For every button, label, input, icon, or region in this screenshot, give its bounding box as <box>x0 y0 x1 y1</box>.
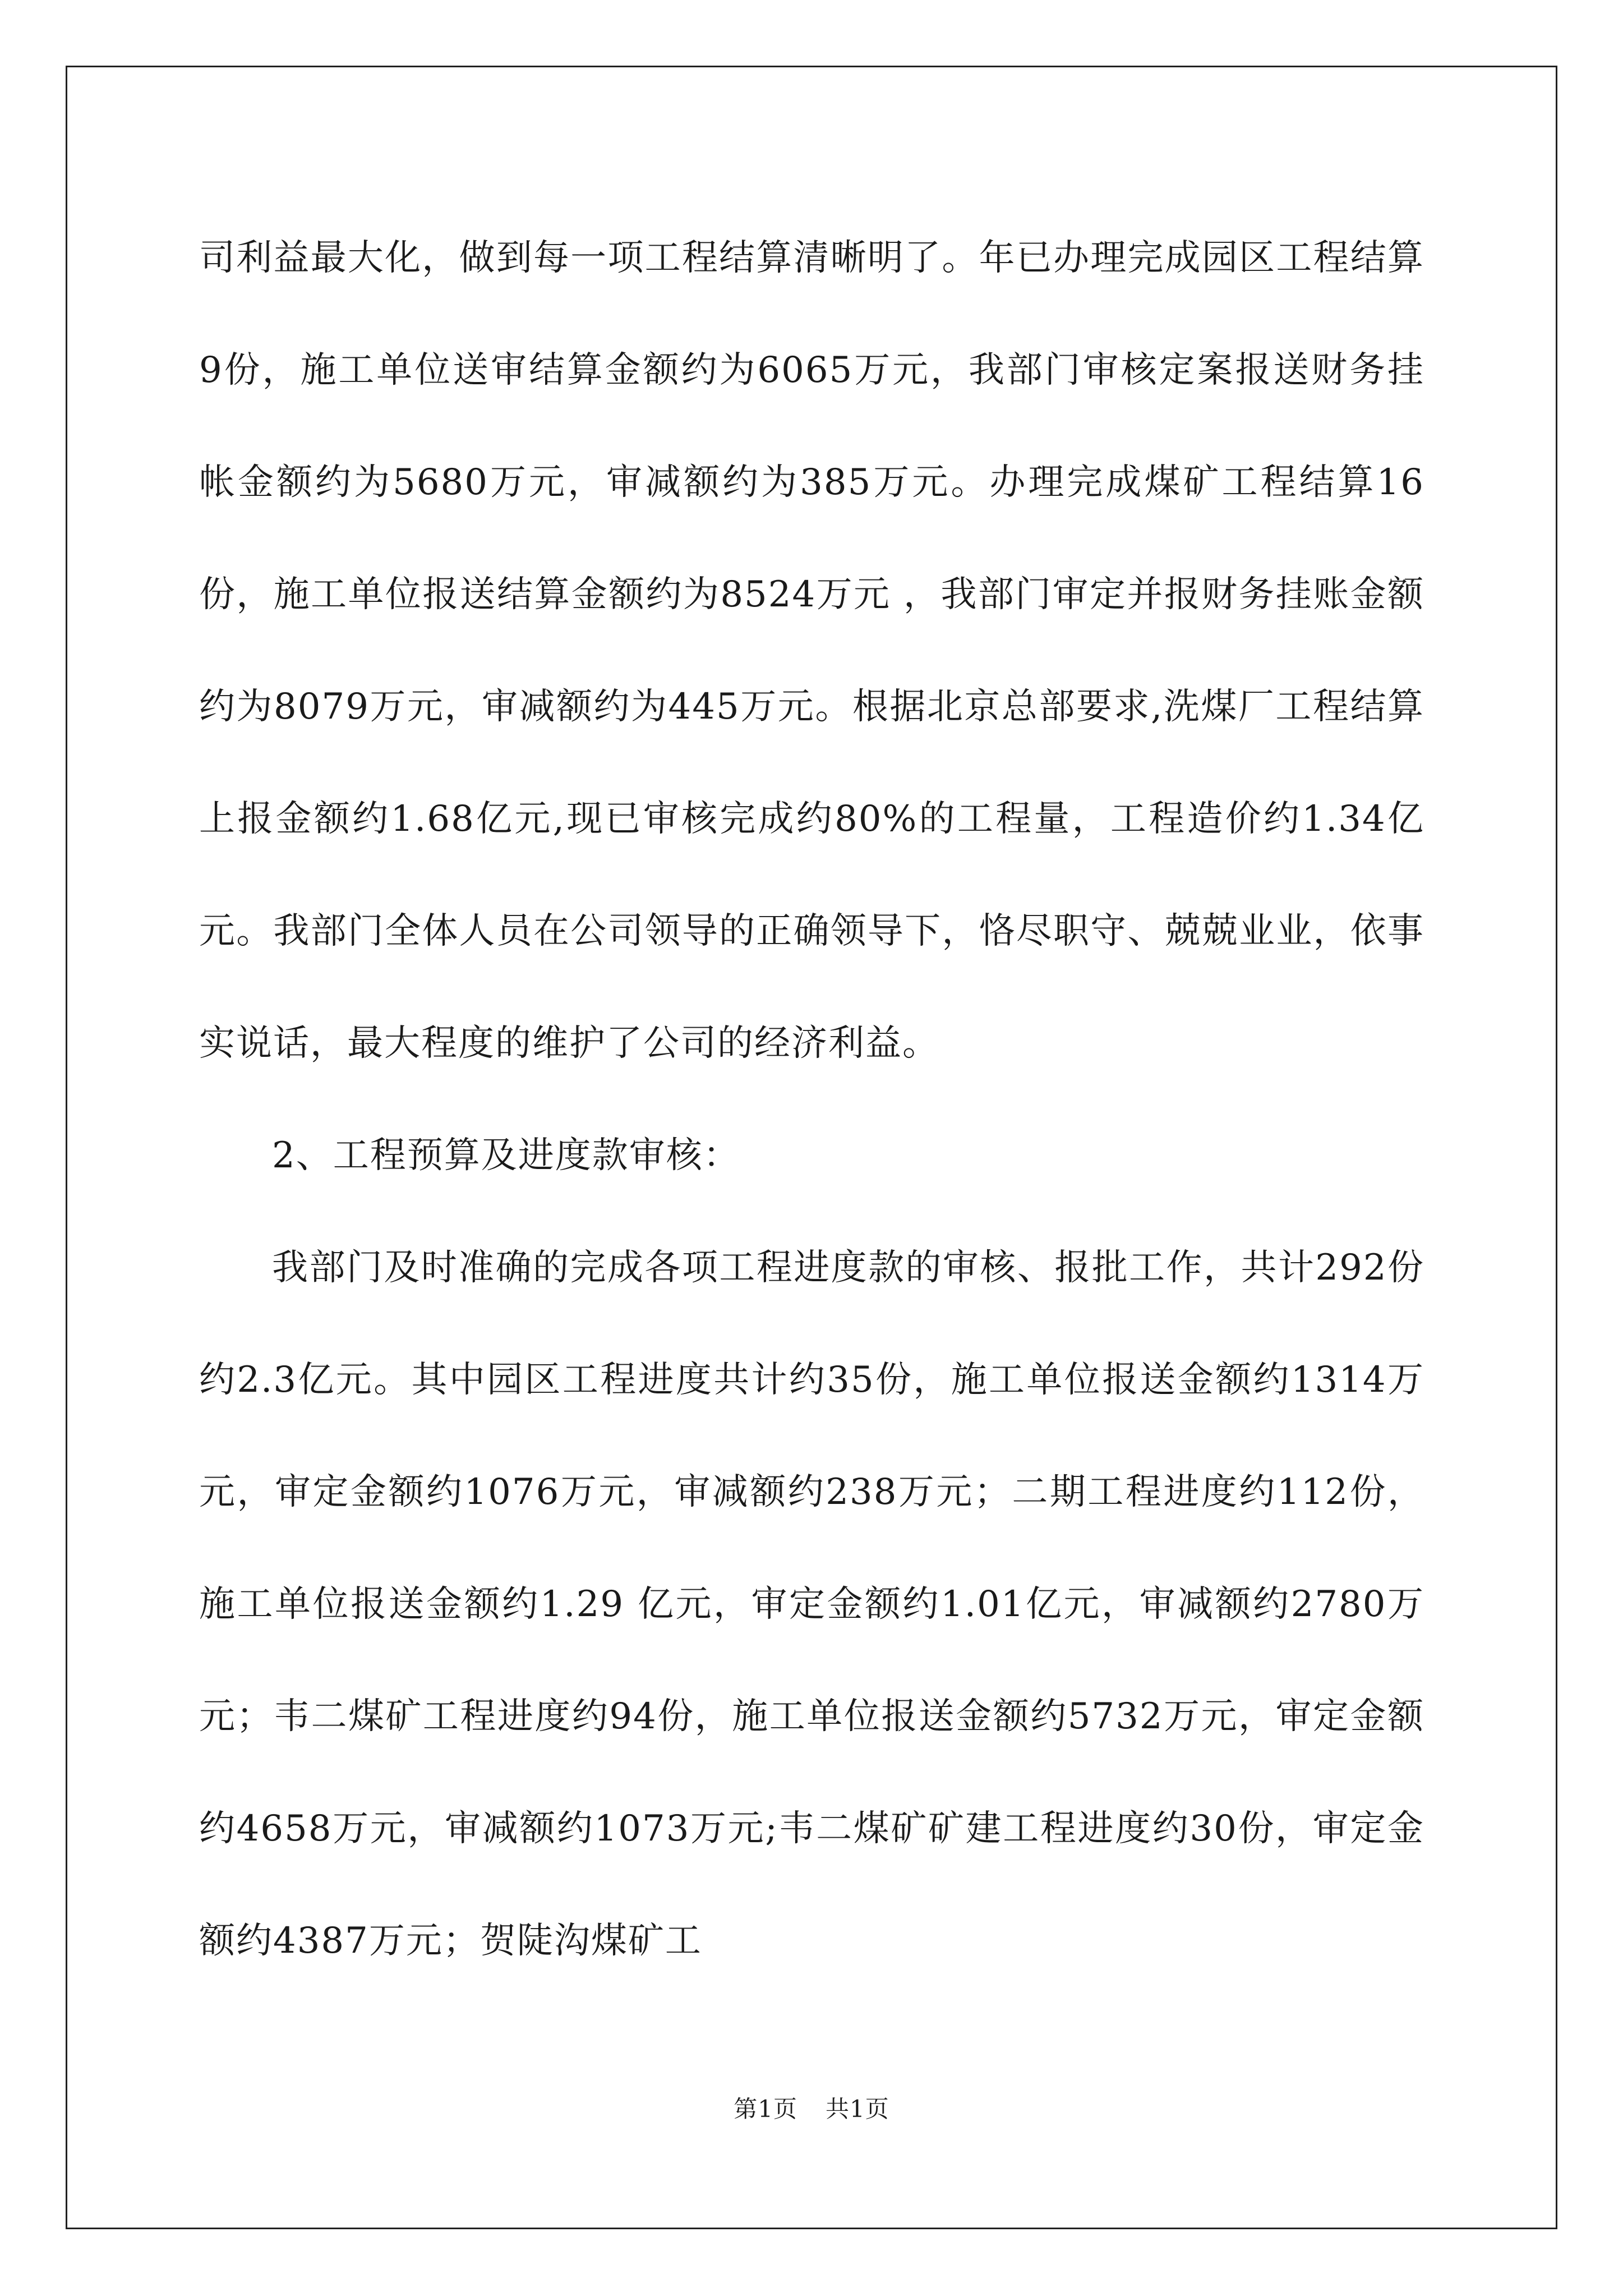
paragraph-progress-payment: 我部门及时准确的完成各项工程进度款的审核、报批工作，共计292份约2.3亿元。其中园区工程进度共计约35份，施工单位报送金额约1314万元，审定金额约1076万元，审减额约238万元；二期工程进度约112份，施工单位报送金额约1.29 亿元，审定金额约1.01亿元，审减额约2780万元；韦二煤矿工程进度约94份，施工单位报送金额约5732万元，审定金额约4658万元，审减额约1073万元;韦二煤矿矿建工程进度约30份，审定金额约4387万元；贺陡沟煤矿工 <box>199 1247 1424 1962</box>
section-heading-budget-review: 2、工程预算及进度款审核： <box>272 1135 740 1176</box>
total-pages: 共1页 <box>826 2095 889 2123</box>
page-footer <box>0 2091 1623 2124</box>
document-body <box>199 202 1424 1997</box>
paragraph-settlement: 司利益最大化，做到每一项工程结算清晰明了。年已办理完成园区工程结算9份，施工单位送审结算金额约为6065万元，我部门审核定案报送财务挂帐金额约为5680万元，审减额约为385万元。办理完成煤矿工程结算16份，施工单位报送结算金额约为8524万元 ，我部门审定并报财务挂账金额约为8079万元，审减额约为445万元。根据北京总部要求,洗煤厂工程结算上报金额约1.68亿元,现已审核完成约80%的工程量，工程造价约1.34亿元。我部门全体人员在公司领导的正确领导下，恪尽职守、兢兢业业，依事实说话，最大程度的维护了公司的经济利益。 <box>199 237 1424 1064</box>
page-number: 第1页 <box>734 2095 797 2123</box>
